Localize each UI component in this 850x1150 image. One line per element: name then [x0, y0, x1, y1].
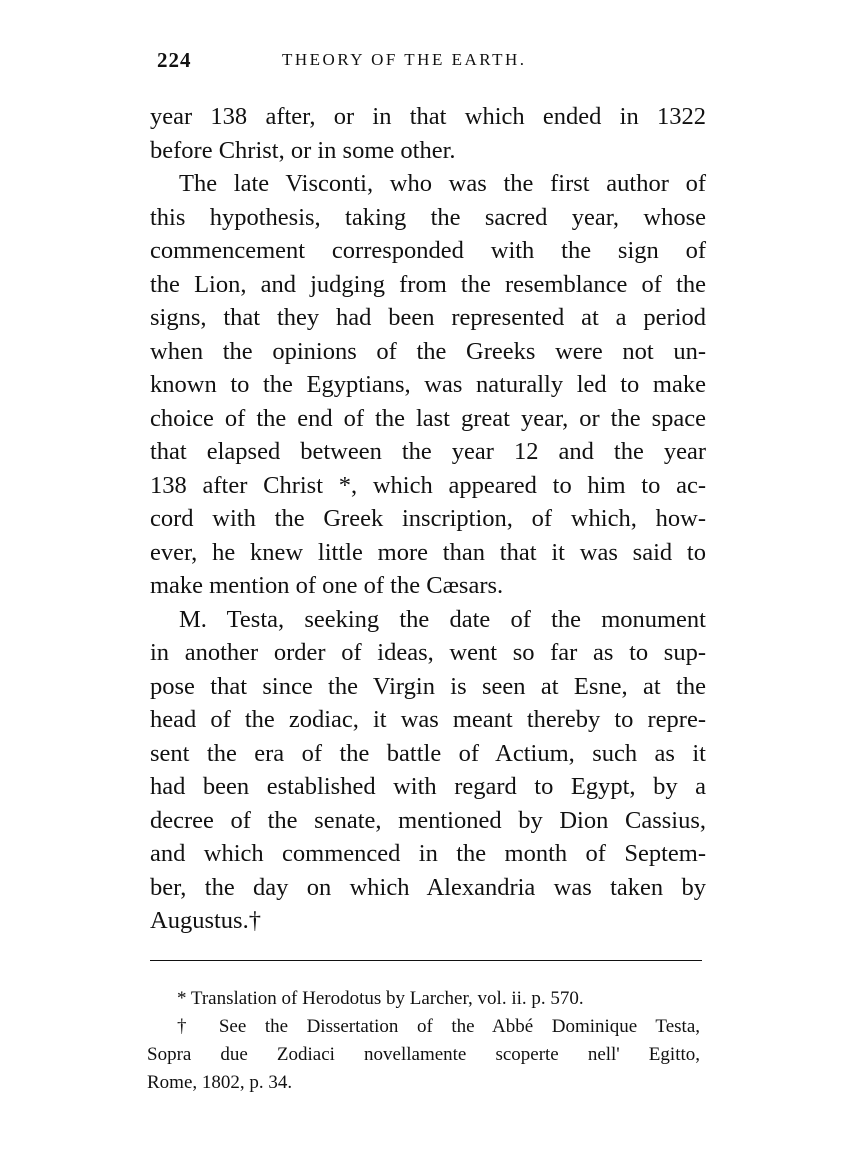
paragraph-start-line: M. Testa, seeking the date of the monument	[179, 605, 706, 633]
text-line: commencement corresponded with the sign of	[150, 237, 706, 264]
text-line: 138 after Christ *, which appeared to him to ac-	[150, 471, 706, 499]
text-line: make mention of one of the Cæsars.	[150, 572, 504, 599]
text-line: had been established with regard to Egypt, by a	[150, 773, 706, 800]
text-line: year 138 after, or in that which ended in 1322	[150, 103, 706, 130]
text-line: this hypothesis, taking the sacred year, whose	[150, 203, 706, 231]
text-line: known to the Egyptians, was naturally led to make	[150, 371, 706, 398]
text-line: that elapsed between the year 12 and the year	[150, 438, 706, 465]
footnote-line: † See the Dissertation of the Abbé Dominique Testa,	[177, 1016, 700, 1037]
footnote-line: Sopra due Zodiaci novellamente scoperte nell' Egitto,	[147, 1044, 700, 1065]
footnote-divider	[150, 960, 702, 961]
running-title: THEORY OF THE EARTH.	[282, 50, 527, 69]
body-text	[150, 100, 706, 938]
text-line: Augustus.†	[150, 907, 261, 934]
text-line: head of the zodiac, it was meant thereby to repre-	[150, 706, 706, 733]
text-line: decree of the senate, mentioned by Dion Cassius,	[150, 806, 706, 834]
text-line: in another order of ideas, went so far as to sup-	[150, 639, 706, 666]
text-line: pose that since the Virgin is seen at Esne, at the	[150, 672, 706, 700]
text-line: sent the era of the battle of Actium, such as it	[150, 739, 706, 767]
page-header	[0, 48, 850, 72]
footnote-line: Rome, 1802, p. 34.	[147, 1072, 293, 1093]
footnotes	[147, 985, 700, 1097]
text-line: cord with the Greek inscription, of which, how-	[150, 505, 706, 532]
paragraph-start-line: The late Visconti, who was the first author of	[179, 170, 706, 197]
text-line: choice of the end of the last great year, or the space	[150, 404, 706, 432]
footnote-line: * Translation of Herodotus by Larcher, vol. ii. p. 570.	[177, 988, 584, 1009]
text-line: ever, he knew little more than that it was said to	[150, 538, 706, 566]
page-number: 224	[157, 48, 192, 72]
text-line: ber, the day on which Alexandria was taken by	[150, 873, 706, 901]
text-line: before Christ, or in some other.	[150, 136, 456, 164]
text-line: when the opinions of the Greeks were not un-	[150, 337, 706, 365]
text-line: and which commenced in the month of Septem-	[150, 840, 706, 867]
text-line: the Lion, and judging from the resemblance of the	[150, 270, 706, 298]
text-line: signs, that they had been represented at a period	[150, 304, 706, 331]
